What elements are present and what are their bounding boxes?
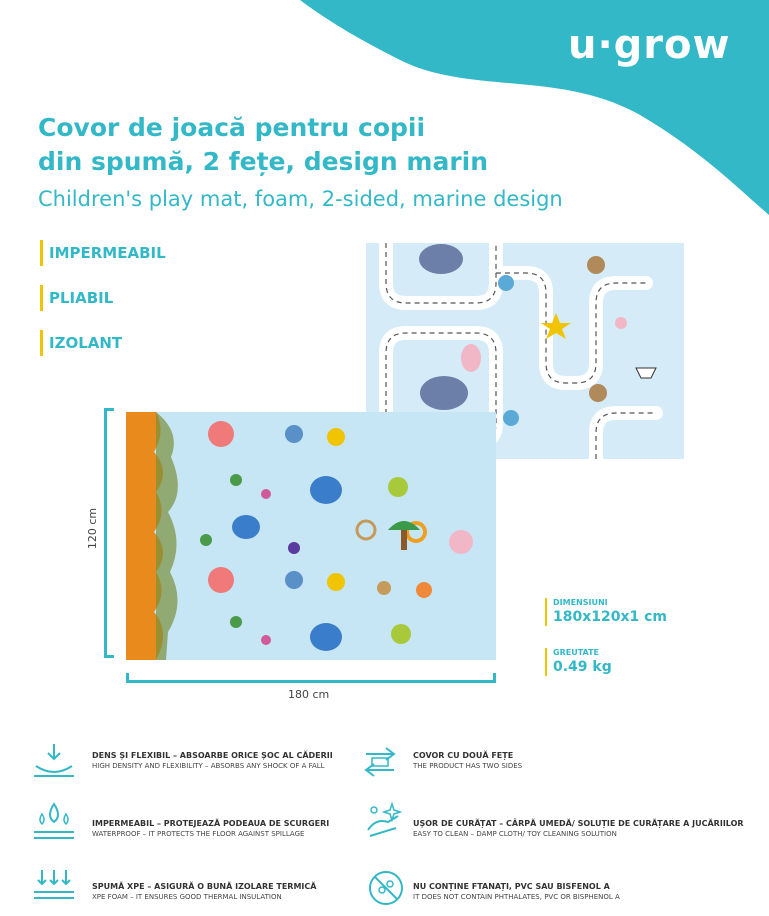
benefit-row <box>413 750 522 772</box>
spec-weight-label: GREUTATE <box>553 648 600 657</box>
waterproof-icon <box>32 800 76 840</box>
feature-foldable: PLIABIL <box>40 285 113 311</box>
benefit-row <box>413 818 744 840</box>
width-dimension-line <box>126 670 496 683</box>
feature-waterproof: IMPERMEABIL <box>40 240 166 266</box>
spec-weight-value: 0.49 kg <box>553 659 612 675</box>
benefit-title: UȘOR DE CURĂȚAT – CÂRPĂ UMEDĂ/ SOLUȚIE DE CURĂȚARE A JUCĂRIILOR <box>413 819 744 828</box>
benefit-title: NU CONȚINE FTANAȚI, PVC SAU BISFENOL A <box>413 882 610 891</box>
benefit-row <box>92 818 329 840</box>
brand-logo: u·grow <box>568 22 731 68</box>
benefit-subtitle: HIGH DENSITY AND FLEXIBILITY – ABSORBS ANY SHOCK OF A FALL <box>92 762 325 770</box>
product-subtitle: Children's play mat, foam, 2-sided, marine design <box>38 187 563 211</box>
thermal-insulation-icon <box>32 866 76 906</box>
benefit-title: COVOR CU DOUĂ FEȚE <box>413 751 514 760</box>
spec-weight <box>545 648 612 676</box>
mat-side-marine-image <box>126 412 496 660</box>
spec-dimensions <box>545 598 667 626</box>
width-dimension-label: 180 cm <box>288 688 330 701</box>
benefit-title: SPUMĂ XPE – ASIGURĂ O BUNĂ IZOLARE TERMICĂ <box>92 882 317 891</box>
two-sides-icon <box>358 740 402 780</box>
benefit-row <box>92 881 316 903</box>
benefit-row <box>413 881 620 903</box>
shock-absorb-icon <box>32 742 76 782</box>
benefit-row <box>92 750 333 772</box>
product-title-line2: din spumă, 2 fețe, design marin <box>38 147 489 176</box>
benefit-title: IMPERMEABIL – PROTEJEAZĂ PODEAUA DE SCURGERI <box>92 819 330 828</box>
benefit-title: DENS ȘI FLEXIBIL – ABSOARBE ORICE ȘOC AL CĂDERII <box>92 751 333 760</box>
benefit-subtitle: WATERPROOF – IT PROTECTS THE FLOOR AGAINST SPILLAGE <box>92 830 305 838</box>
benefit-subtitle: THE PRODUCT HAS TWO SIDES <box>413 762 523 770</box>
no-chemicals-icon <box>364 866 408 906</box>
spec-dimensions-value: 180x120x1 cm <box>553 609 668 625</box>
benefit-subtitle: XPE FOAM – IT ENSURES GOOD THERMAL INSULATION <box>92 893 282 901</box>
feature-insulating: IZOLANT <box>40 330 122 356</box>
benefit-subtitle: IT DOES NOT CONTAIN PHTHALATES, PVC OR BISPHENOL A <box>413 893 620 901</box>
spec-dimensions-label: DIMENSIUNI <box>553 598 608 607</box>
benefit-subtitle: EASY TO CLEAN – DAMP CLOTH/ TOY CLEANING SOLUTION <box>413 830 617 838</box>
height-dimension-line <box>104 408 117 658</box>
product-title-line1: Covor de joacă pentru copii <box>38 113 426 142</box>
easy-clean-icon <box>362 800 406 840</box>
height-dimension-label: 120 cm <box>86 507 100 550</box>
